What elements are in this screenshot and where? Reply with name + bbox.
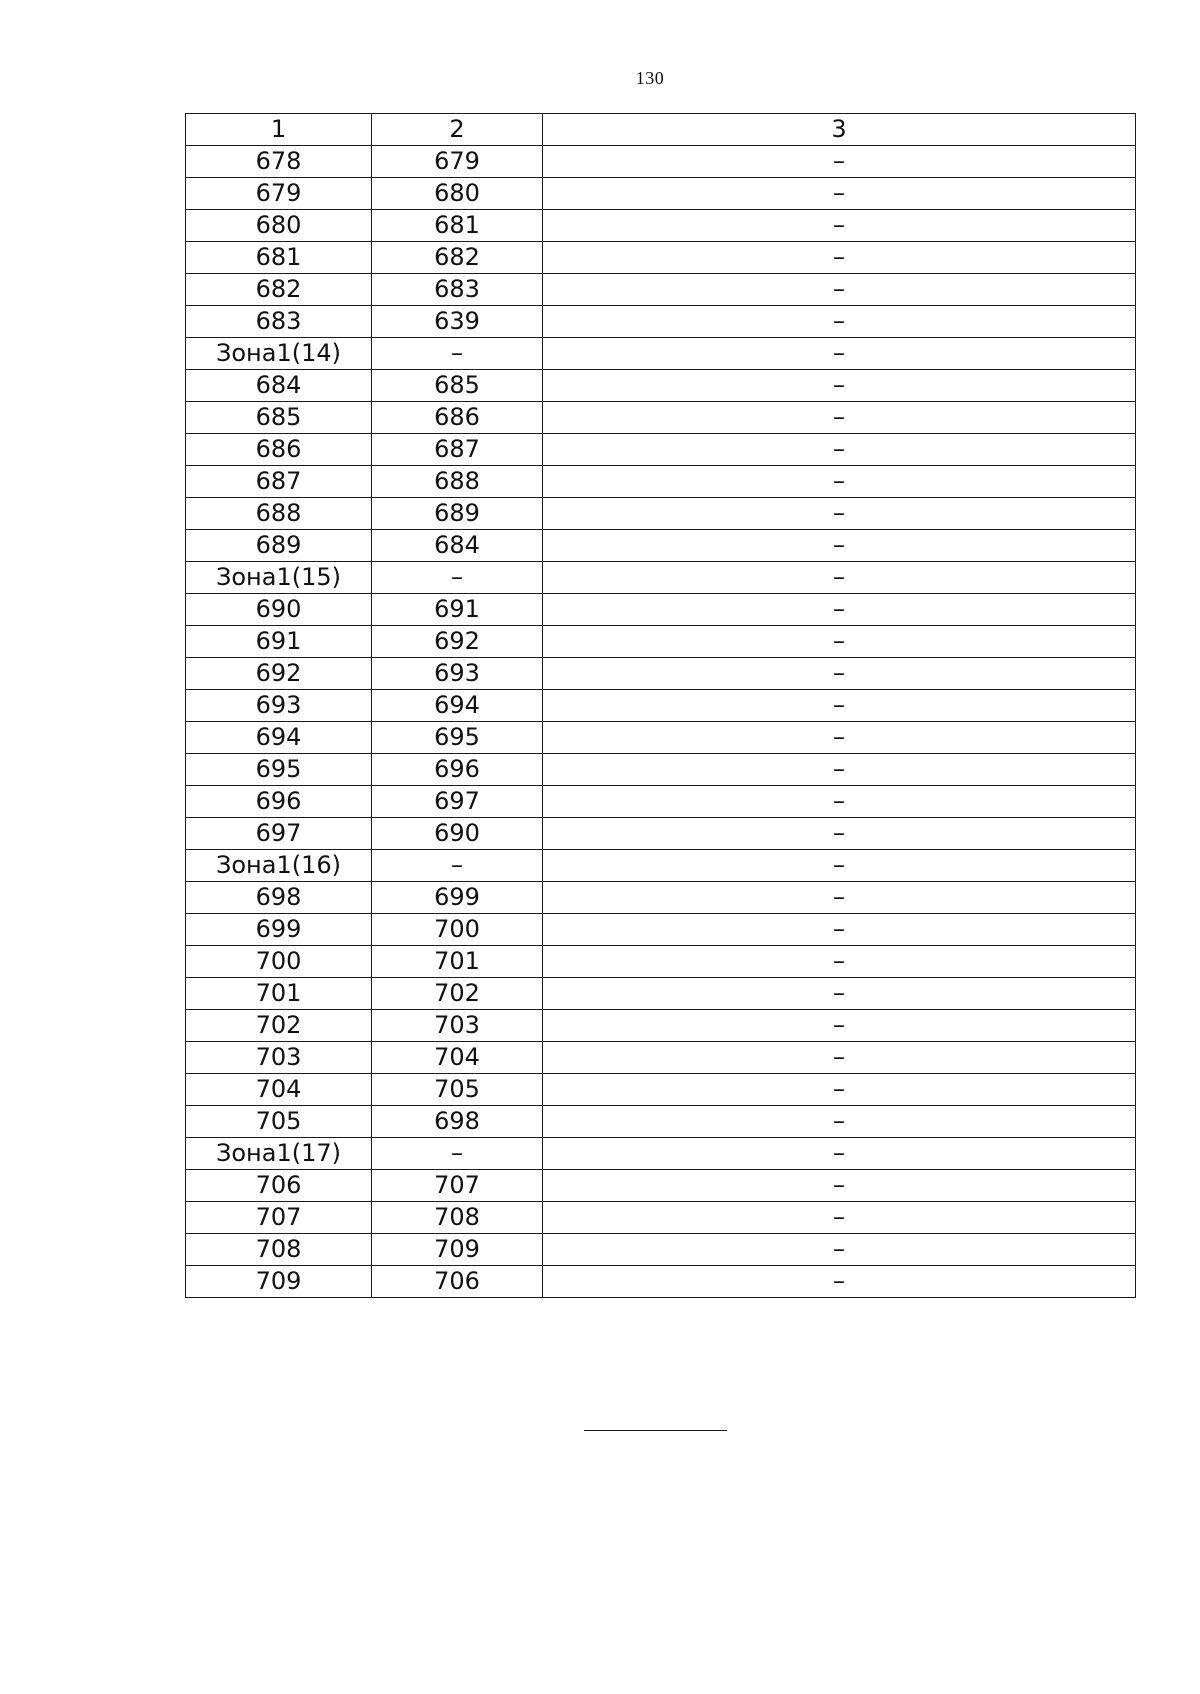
table-cell-col2: 704	[372, 1042, 543, 1074]
table-cell-col2: 707	[372, 1170, 543, 1202]
table-cell-col2: –	[372, 562, 543, 594]
table-cell-col3: –	[543, 786, 1136, 818]
table-cell-col2: 689	[372, 498, 543, 530]
table-cell-col2: 706	[372, 1266, 543, 1298]
table-cell-col2: 688	[372, 466, 543, 498]
table-cell-col2: –	[372, 338, 543, 370]
table-cell-col3: –	[543, 946, 1136, 978]
table-cell-col2: 705	[372, 1074, 543, 1106]
table-cell-col2: 639	[372, 306, 543, 338]
table-row	[186, 1202, 1136, 1234]
table-cell-col3: –	[543, 882, 1136, 914]
table-cell-col1: 706	[186, 1170, 372, 1202]
table-cell-col3: –	[543, 1042, 1136, 1074]
table-cell-col1: 685	[186, 402, 372, 434]
table-row	[186, 178, 1136, 210]
table-cell-col3: –	[543, 914, 1136, 946]
table-cell-col3: –	[543, 178, 1136, 210]
table-cell-col2: 679	[372, 146, 543, 178]
table-cell-col3: –	[543, 594, 1136, 626]
table-cell-col3: –	[543, 338, 1136, 370]
table-cell-col1: 691	[186, 626, 372, 658]
table-cell-col3: –	[543, 1106, 1136, 1138]
table-cell-col2: 697	[372, 786, 543, 818]
table-cell-col2: 691	[372, 594, 543, 626]
table-row	[186, 850, 1136, 882]
table-cell-col3: –	[543, 402, 1136, 434]
table-row	[186, 434, 1136, 466]
table-cell-col3: –	[543, 626, 1136, 658]
table-cell-col2: 692	[372, 626, 543, 658]
table-header-row	[186, 114, 1136, 146]
table-cell-col1: 695	[186, 754, 372, 786]
table-row	[186, 594, 1136, 626]
table-cell-col3: –	[543, 1010, 1136, 1042]
table-row	[186, 1266, 1136, 1298]
table-cell-col3: –	[543, 690, 1136, 722]
table-cell-col1: 689	[186, 530, 372, 562]
table-row	[186, 626, 1136, 658]
table-row	[186, 786, 1136, 818]
table-row	[186, 210, 1136, 242]
table-cell-col1: 681	[186, 242, 372, 274]
table-cell-col3: –	[543, 1074, 1136, 1106]
table-row	[186, 914, 1136, 946]
table-cell-col2: 698	[372, 1106, 543, 1138]
table-cell-col3: –	[543, 1138, 1136, 1170]
table-cell-col1: 709	[186, 1266, 372, 1298]
table-cell-col1: 702	[186, 1010, 372, 1042]
table-cell-col2: 703	[372, 1010, 543, 1042]
table-row	[186, 306, 1136, 338]
table-cell-col2: 681	[372, 210, 543, 242]
table-row	[186, 978, 1136, 1010]
table-cell-col3: –	[543, 1266, 1136, 1298]
table-cell-col3: –	[543, 306, 1136, 338]
table-cell-col2: 693	[372, 658, 543, 690]
table-row	[186, 690, 1136, 722]
table-cell-col1: 700	[186, 946, 372, 978]
table-cell-col1: 684	[186, 370, 372, 402]
table-cell-col1: 697	[186, 818, 372, 850]
table-cell-col1: 678	[186, 146, 372, 178]
table-cell-col1: 683	[186, 306, 372, 338]
table-cell-col2: 685	[372, 370, 543, 402]
table-cell-col3: –	[543, 562, 1136, 594]
table-cell-col1: Зона1(15)	[186, 562, 372, 594]
table-row	[186, 722, 1136, 754]
table-row	[186, 146, 1136, 178]
table-row	[186, 530, 1136, 562]
table-cell-col1: 694	[186, 722, 372, 754]
table-cell-col2: 680	[372, 178, 543, 210]
table-cell-col3: –	[543, 850, 1136, 882]
table-cell-col2: –	[372, 1138, 543, 1170]
table-row	[186, 1042, 1136, 1074]
table-cell-col1: Зона1(17)	[186, 1138, 372, 1170]
table-cell-col3: –	[543, 722, 1136, 754]
table-row	[186, 882, 1136, 914]
table-row	[186, 370, 1136, 402]
table-cell-col2: 684	[372, 530, 543, 562]
table-cell-col2: 696	[372, 754, 543, 786]
table-cell-col3: –	[543, 754, 1136, 786]
table-cell-col1: 699	[186, 914, 372, 946]
table-cell-col1: 696	[186, 786, 372, 818]
table-cell-col3: –	[543, 1170, 1136, 1202]
table-cell-col1: 708	[186, 1234, 372, 1266]
table-cell-col2: 695	[372, 722, 543, 754]
table-cell-col2: 682	[372, 242, 543, 274]
table-cell-col3: –	[543, 242, 1136, 274]
column-header-1: 1	[186, 114, 372, 146]
table-row	[186, 1106, 1136, 1138]
table-cell-col1: 703	[186, 1042, 372, 1074]
table-cell-col2: 700	[372, 914, 543, 946]
table-row	[186, 1074, 1136, 1106]
table-cell-col2: 690	[372, 818, 543, 850]
table-cell-col1: 679	[186, 178, 372, 210]
table-cell-col3: –	[543, 370, 1136, 402]
table-cell-col3: –	[543, 498, 1136, 530]
table-cell-col3: –	[543, 434, 1136, 466]
table-cell-col1: Зона1(16)	[186, 850, 372, 882]
table-cell-col2: 708	[372, 1202, 543, 1234]
table-row	[186, 242, 1136, 274]
page-number: 130	[635, 68, 665, 88]
table-cell-col2: 701	[372, 946, 543, 978]
table-row	[186, 754, 1136, 786]
end-rule	[584, 1430, 727, 1431]
table-row	[186, 466, 1136, 498]
table-cell-col3: –	[543, 1234, 1136, 1266]
table-row	[186, 946, 1136, 978]
table-row	[186, 1234, 1136, 1266]
table-cell-col2: –	[372, 850, 543, 882]
table-cell-col2: 709	[372, 1234, 543, 1266]
table-cell-col1: 701	[186, 978, 372, 1010]
table-cell-col2: 694	[372, 690, 543, 722]
table-cell-col1: 707	[186, 1202, 372, 1234]
table-cell-col2: 699	[372, 882, 543, 914]
table-cell-col1: 686	[186, 434, 372, 466]
table-body	[186, 114, 1136, 1298]
table-row	[186, 274, 1136, 306]
table-row	[186, 1138, 1136, 1170]
table-cell-col3: –	[543, 274, 1136, 306]
data-table	[185, 113, 1136, 1298]
table-cell-col2: 683	[372, 274, 543, 306]
table-row	[186, 338, 1136, 370]
table-cell-col1: 692	[186, 658, 372, 690]
table-row	[186, 818, 1136, 850]
table-cell-col1: 705	[186, 1106, 372, 1138]
table-row	[186, 658, 1136, 690]
table-row	[186, 1170, 1136, 1202]
table-row	[186, 562, 1136, 594]
table-row	[186, 498, 1136, 530]
table-cell-col3: –	[543, 210, 1136, 242]
table-cell-col3: –	[543, 818, 1136, 850]
table-row	[186, 1010, 1136, 1042]
table-cell-col3: –	[543, 530, 1136, 562]
table-cell-col2: 702	[372, 978, 543, 1010]
table-cell-col2: 687	[372, 434, 543, 466]
table-cell-col1: Зона1(14)	[186, 338, 372, 370]
column-header-2: 2	[372, 114, 543, 146]
table-cell-col3: –	[543, 146, 1136, 178]
table-cell-col1: 704	[186, 1074, 372, 1106]
table-cell-col3: –	[543, 978, 1136, 1010]
table-cell-col1: 698	[186, 882, 372, 914]
column-header-3: 3	[543, 114, 1136, 146]
table-cell-col1: 693	[186, 690, 372, 722]
table-cell-col3: –	[543, 466, 1136, 498]
table-cell-col2: 686	[372, 402, 543, 434]
table-cell-col3: –	[543, 658, 1136, 690]
table-row	[186, 402, 1136, 434]
table-cell-col1: 682	[186, 274, 372, 306]
table-cell-col1: 687	[186, 466, 372, 498]
table-cell-col1: 688	[186, 498, 372, 530]
table-cell-col1: 680	[186, 210, 372, 242]
table-cell-col3: –	[543, 1202, 1136, 1234]
table-cell-col1: 690	[186, 594, 372, 626]
